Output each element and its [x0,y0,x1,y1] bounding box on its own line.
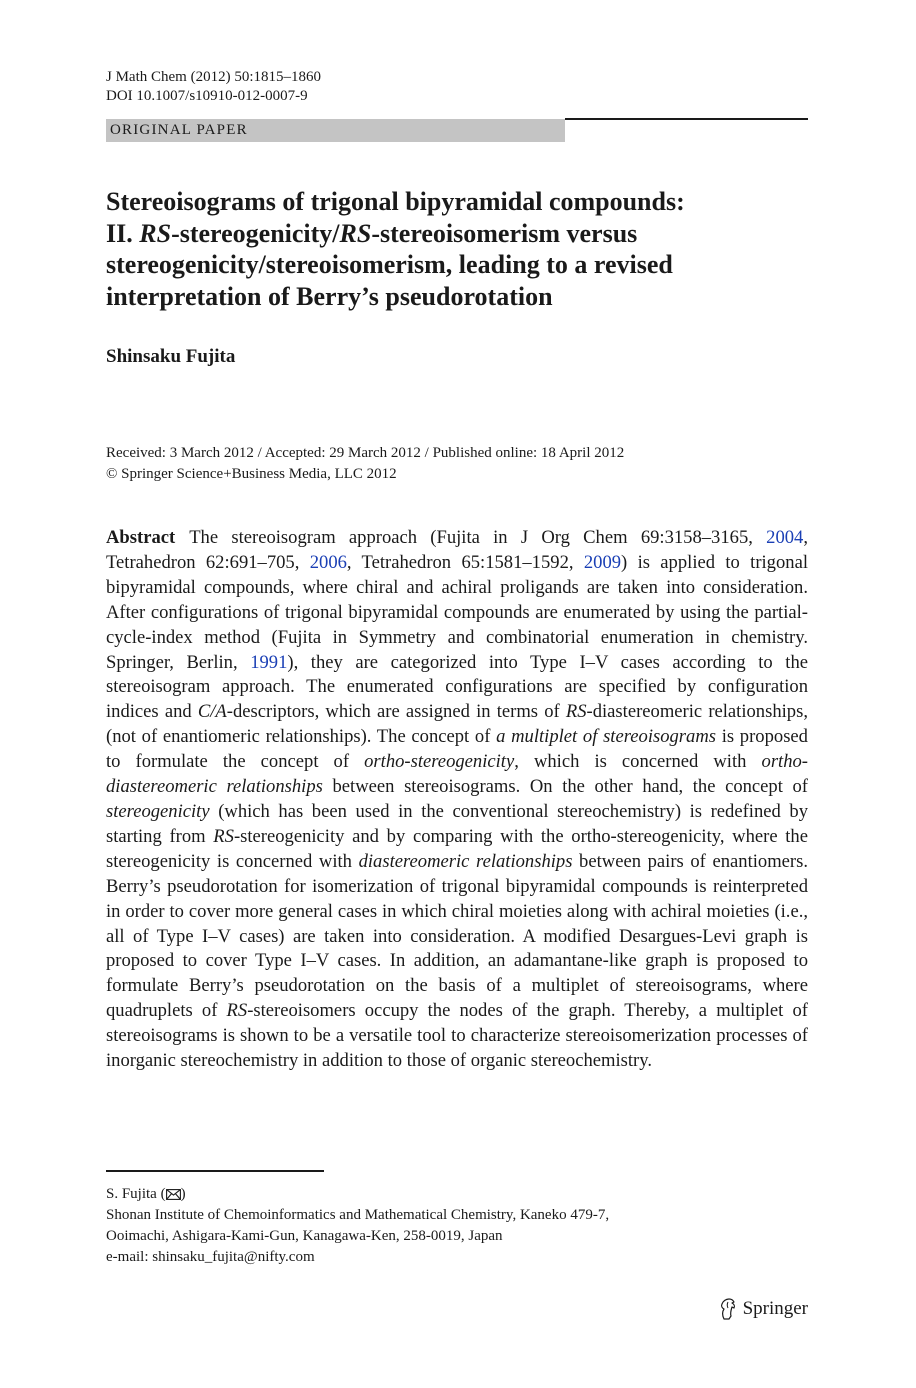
journal-citation: J Math Chem (2012) 50:1815–1860 [106,69,321,85]
abstract [106,526,808,1074]
affiliation-line-1: Shonan Institute of Chemoinformatics and Mathematical Chemistry, Kaneko 479-7, [106,1207,610,1223]
paper-title [106,186,806,312]
corresponding-author [106,1184,609,1205]
title-italic-rs: RS [139,218,172,248]
title-part: -stereoisomerism versus [371,218,638,248]
abstract-text: -descriptors, which are assigned in terms of [226,701,566,723]
title-italic-rs: RS [339,218,372,248]
title-line-2 [106,218,806,250]
abstract-text: The stereoisogram approach (Fujita in J Org Chem 69:3158–3165, [189,527,767,548]
envelope-icon [166,1189,181,1200]
title-part: II. [106,218,140,248]
publication-dates [106,443,624,485]
author-footnote [106,1184,609,1268]
footnote-rule [106,1170,324,1172]
publisher-logo [719,1298,808,1320]
abstract-italic: C/A [197,701,227,723]
abstract-italic: ortho-diastereomeric relationships [106,751,808,798]
journal-header [106,68,321,106]
springer-horse-icon [719,1298,737,1320]
abstract-italic: stereogenicity [106,800,210,822]
footnote-author-name: S. Fujita ( [106,1186,166,1202]
abstract-text: , Tetrahedron 62:691–705, [106,527,808,573]
abstract-text: ) is applied to trigonal bipyramidal compounds, where chiral and achiral proligands are taken into consideration. After configurations of trigonal bipyramidal compounds are enumerated by using the partial-cycle-index method (Fujita in Symmetry and combinatorial enumeration in chemistry. Springer, Berlin, [106,551,808,673]
abstract-label: Abstract [106,527,176,548]
citation-link-2004[interactable]: 2004 [766,527,804,548]
abstract-text: , which is concerned with [514,751,762,773]
abstract-text: between pairs of enantiomers. Berry’s pseudorotation for isomerization of trigonal bipyramidal compounds is reinterpreted in order to cover more general cases in which chiral moieties along with achiral moieties (i.e., all of Type I–V cases) are taken into consideration. A modified Desargues-Levi graph is proposed to cover Type I–V cases. In addition, an adamantane-like graph is proposed to formulate Berry’s pseudorotation on the basis of a multiplet of stereoisograms, where quadruplets of [106,850,808,1022]
footnote-paren: ) [180,1186,186,1202]
abstract-italic: diastereomeric relationships [358,850,573,872]
section-label: ORIGINAL PAPER [106,119,565,142]
abstract-italic: RS [226,1000,248,1022]
abstract-italic: RS [565,701,587,723]
journal-doi: DOI 10.1007/s10910-012-0007-9 [106,88,308,104]
abstract-text: (which has been used in the conventional stereochemistry) is redefined by starting from [106,800,808,847]
header-rule [565,118,808,120]
title-line-3: stereogenicity/stereoisomerism, leading to a revised [106,250,673,279]
abstract-italic: ortho-stereogenicity [364,751,515,773]
history-dates: Received: 3 March 2012 / Accepted: 29 March 2012 / Published online: 18 April 2012 [106,445,625,461]
abstract-text: -diastereomeric relationships, (not of enantiomeric relationships). The concept of [106,701,808,748]
abstract-text: , Tetrahedron 65:1581–1592, [346,551,584,573]
abstract-italic: a multiplet of stereoisograms [496,726,717,748]
abstract-italic: RS [213,825,234,847]
abstract-text: ), they are categorized into Type I–V cases according to the stereoisogram approach. The enumerated configurations are specified by configuration indices and [106,651,808,723]
author-email: e-mail: shinsaku_fujita@nifty.com [106,1249,315,1265]
title-part: -stereogenicity/ [171,218,340,248]
copyright: © Springer Science+Business Media, LLC 2012 [106,466,397,482]
author-name: Shinsaku Fujita [106,346,236,367]
abstract-text: -stereogenicity and by comparing with the ortho-stereogenicity, where the stereogenicity is concerned with [106,825,808,872]
abstract-text: -stereoisomers occupy the nodes of the graph. Thereby, a multiplet of stereoisograms is shown to be a versatile tool to characterize stereoisomerization processes of inorganic stereochemistry in addition to those of organic stereochemistry. [106,1000,808,1072]
publisher-name: Springer [742,1298,808,1319]
citation-link-2009[interactable]: 2009 [583,551,622,573]
affiliation-line-2: Ooimachi, Ashigara-Kami-Gun, Kanagawa-Ken, 258-0019, Japan [106,1228,503,1244]
citation-link-2006[interactable]: 2006 [309,551,347,573]
abstract-text: between stereoisograms. On the other hand, the concept of [322,776,809,798]
title-line-1: Stereoisograms of trigonal bipyramidal compounds: [106,187,685,216]
title-line-4: interpretation of Berry’s pseudorotation [106,281,553,311]
abstract-text: is proposed to formulate the concept of [106,726,808,773]
citation-link-1991[interactable]: 1991 [250,651,288,673]
